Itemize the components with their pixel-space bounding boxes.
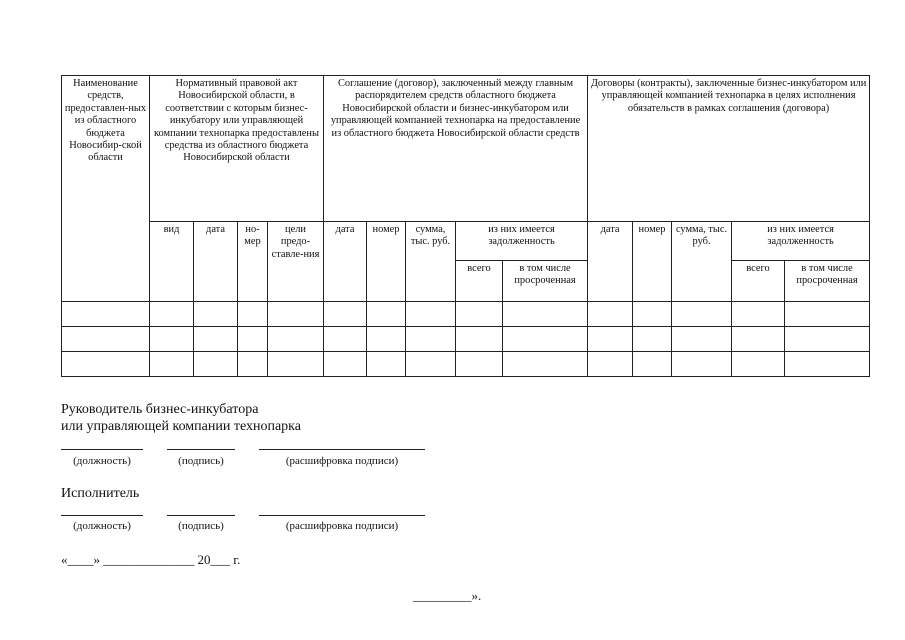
header-contracts: Договоры (контракты), заключенные бизнес-инкубатором или управляющей компанией технопарка в целях исполнения обязательств в рамках соглашения (договора) — [588, 76, 870, 222]
table-cell[interactable] — [406, 302, 456, 327]
table-cell[interactable] — [732, 327, 785, 352]
table-cell[interactable] — [268, 327, 324, 352]
table-cell[interactable] — [588, 302, 633, 327]
table-cell[interactable] — [672, 302, 732, 327]
head-title-line2: или управляющей компании технопарка — [61, 419, 301, 434]
header-legal-act: Нормативный правовой акт Новосибирской области, в соответствии с которым бизнес-инкубатору или управляющей компании технопарка предоставлены средства из областного бюджета Новосибирской области — [150, 76, 324, 222]
table-cell[interactable] — [588, 327, 633, 352]
header-contracts-amount: сумма, тыс. руб. — [672, 222, 732, 302]
table-cell[interactable] — [785, 352, 870, 377]
table-cell[interactable] — [503, 352, 588, 377]
executor-position-field[interactable] — [61, 515, 143, 516]
table-cell[interactable] — [324, 352, 367, 377]
table-cell[interactable] — [456, 352, 503, 377]
header-agreement: Соглашение (договор), заключенный между главным распорядителем средств областного бюджета Новосибирской области и бизнес-инкубатором или управляющей компанией технопарка на предоставление из областного бюджета Новосибирской области средств — [324, 76, 588, 222]
table-cell[interactable] — [672, 352, 732, 377]
table-cell[interactable] — [367, 302, 406, 327]
table-cell[interactable] — [150, 352, 194, 377]
executor-title: Исполнитель — [61, 486, 140, 501]
executor-decoding-field[interactable] — [259, 515, 425, 516]
header-agreement-debt: из них имеется задолженность — [456, 222, 588, 261]
executor-signature-caption: (подпись) — [178, 520, 224, 532]
table-cell[interactable] — [456, 302, 503, 327]
table-cell[interactable] — [503, 302, 588, 327]
date-line[interactable]: «____» ______________ 20___ г. — [61, 552, 241, 567]
table-row — [62, 327, 870, 352]
header-funds-name: Наименование средств, предоставлен-ных из областного бюджета Новосибир-ской области — [62, 76, 150, 302]
table-cell[interactable] — [62, 302, 150, 327]
table-cell[interactable] — [456, 327, 503, 352]
table-cell[interactable] — [194, 352, 238, 377]
table-cell[interactable] — [150, 327, 194, 352]
header-agreement-number: номер — [367, 222, 406, 302]
table-cell[interactable] — [633, 302, 672, 327]
table-cell[interactable] — [732, 352, 785, 377]
head-title-line1: Руководитель бизнес-инкубатора — [61, 402, 259, 417]
table-cell[interactable] — [238, 327, 268, 352]
header-act-date: дата — [194, 222, 238, 302]
table-cell[interactable] — [194, 327, 238, 352]
head-position-caption: (должность) — [73, 455, 131, 467]
closing-mark: _________». — [413, 588, 482, 603]
table-cell[interactable] — [672, 327, 732, 352]
table-cell[interactable] — [324, 302, 367, 327]
header-agreement-date: дата — [324, 222, 367, 302]
table-cell[interactable] — [268, 302, 324, 327]
table-cell[interactable] — [785, 327, 870, 352]
table-cell[interactable] — [194, 302, 238, 327]
header-contracts-debt-overdue: в том числе просроченная — [785, 261, 870, 302]
head-decoding-field[interactable] — [259, 449, 425, 450]
table-cell[interactable] — [406, 327, 456, 352]
report-table — [61, 75, 870, 377]
table-cell[interactable] — [633, 352, 672, 377]
table-cell[interactable] — [633, 327, 672, 352]
table-cell[interactable] — [785, 302, 870, 327]
header-contracts-debt-total: всего — [732, 261, 785, 302]
head-signature-field[interactable] — [167, 449, 235, 450]
header-agreement-debt-overdue: в том числе просроченная — [503, 261, 588, 302]
table-cell[interactable] — [238, 352, 268, 377]
header-contracts-date: дата — [588, 222, 633, 302]
table-cell[interactable] — [150, 302, 194, 327]
table-cell[interactable] — [732, 302, 785, 327]
table-cell[interactable] — [367, 352, 406, 377]
table-cell[interactable] — [238, 302, 268, 327]
header-agreement-debt-total: всего — [456, 261, 503, 302]
header-act-purpose: цели предо-ставле-ния — [268, 222, 324, 302]
header-act-type: вид — [150, 222, 194, 302]
header-act-number: но-мер — [238, 222, 268, 302]
head-signature-caption: (подпись) — [178, 455, 224, 467]
header-contracts-debt: из них имеется задолженность — [732, 222, 870, 261]
table-cell[interactable] — [406, 352, 456, 377]
header-contracts-number: номер — [633, 222, 672, 302]
header-agreement-amount: сумма, тыс. руб. — [406, 222, 456, 302]
table-row — [62, 352, 870, 377]
table-cell[interactable] — [62, 327, 150, 352]
table-cell[interactable] — [503, 327, 588, 352]
table-cell[interactable] — [268, 352, 324, 377]
executor-position-caption: (должность) — [73, 520, 131, 532]
table-cell[interactable] — [62, 352, 150, 377]
head-position-field[interactable] — [61, 449, 143, 450]
table-cell[interactable] — [588, 352, 633, 377]
table-row — [62, 302, 870, 327]
head-decoding-caption: (расшифровка подписи) — [285, 455, 399, 467]
executor-decoding-caption: (расшифровка подписи) — [285, 520, 399, 532]
table-cell[interactable] — [367, 327, 406, 352]
executor-signature-field[interactable] — [167, 515, 235, 516]
table-cell[interactable] — [324, 327, 367, 352]
